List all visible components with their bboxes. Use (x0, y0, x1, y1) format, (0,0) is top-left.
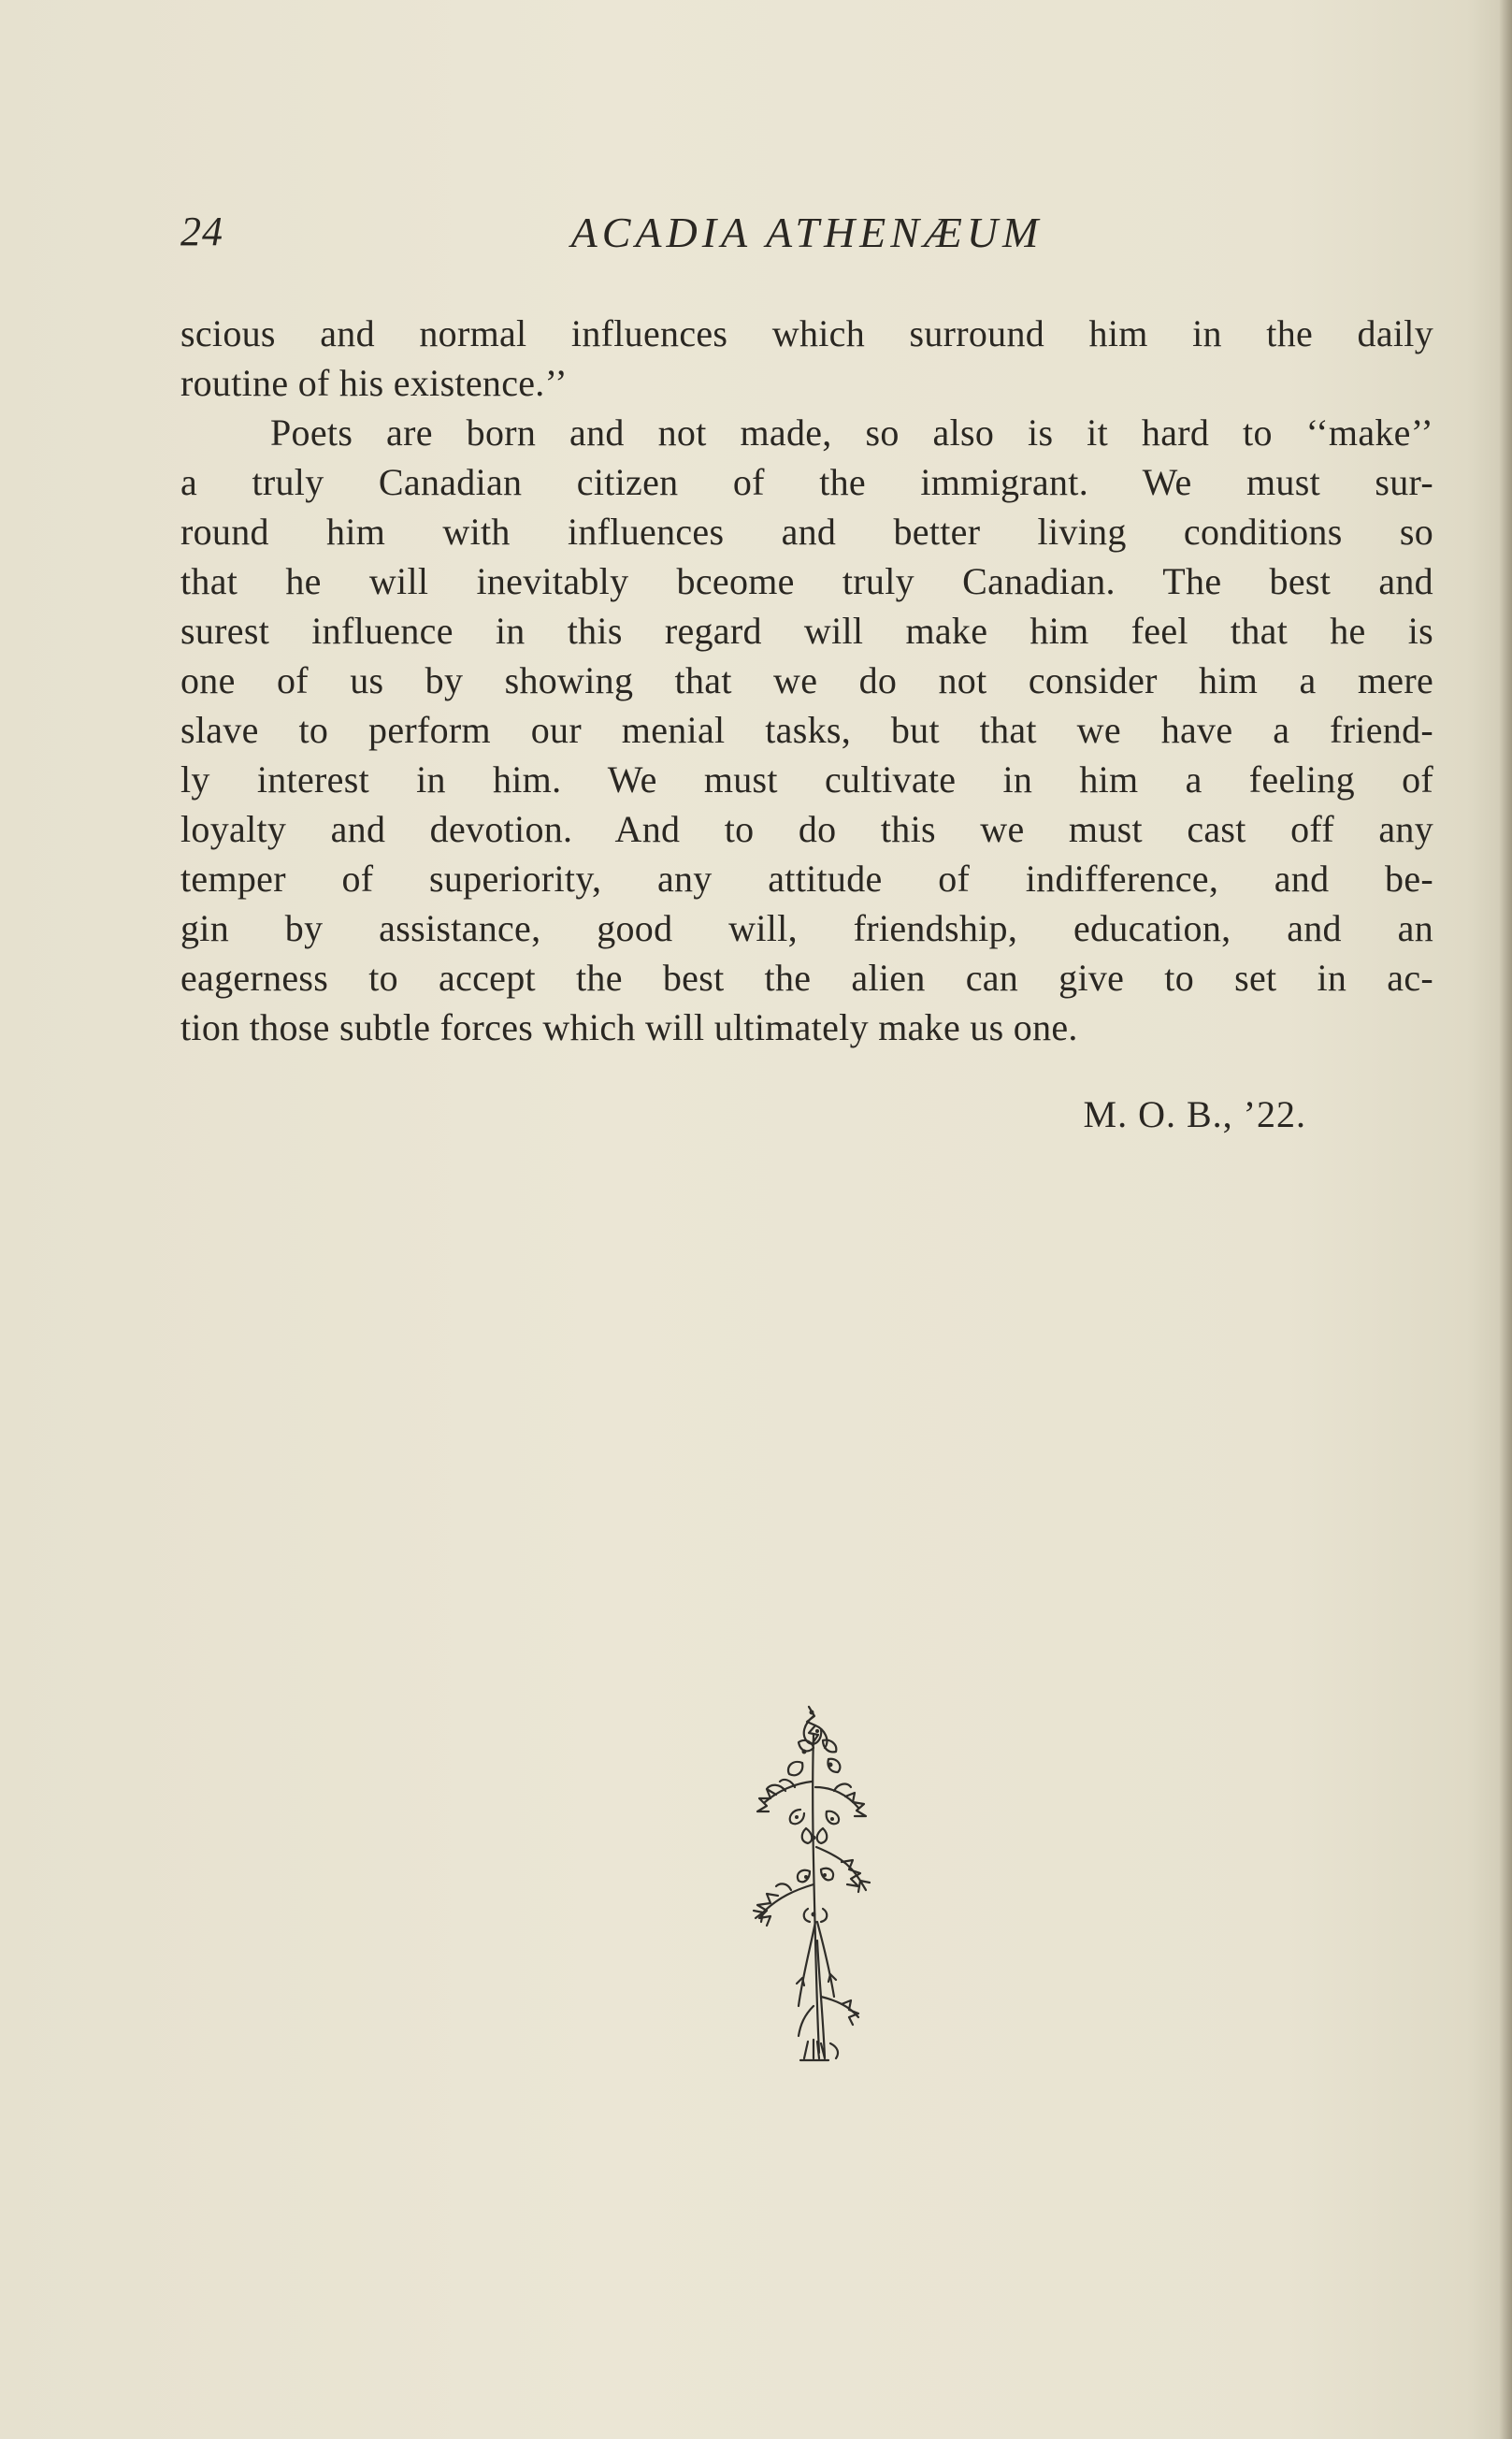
text-line: loyalty and devotion. And to do this we must cast off any (180, 808, 1433, 850)
text-line: ly interest in him. We must cultivate in him a feeling of (180, 758, 1433, 801)
text-line: one of us by showing that we do not consider him a mere (180, 659, 1433, 701)
article-body (180, 309, 1433, 1052)
page-number: 24 (180, 209, 223, 254)
text-line: routine of his existence.’’ (180, 362, 568, 404)
text-line: Poets are born and not made, so also is it hard to ‘‘make’’ (270, 411, 1433, 454)
text-line: surest influence in this regard will make him feel that he is (180, 610, 1433, 652)
journal-title: ACADIA ATHENÆUM (570, 209, 1044, 256)
page-edge-shadow (1499, 0, 1512, 2439)
text-line: tion those subtle forces which will ultimately make us one. (180, 1006, 1078, 1048)
text-line: a truly Canadian citizen of the immigrant. We must sur- (180, 461, 1433, 503)
running-head (180, 208, 1433, 264)
author-signature: M. O. B., ’22. (1083, 1093, 1306, 1135)
text-line: gin by assistance, good will, friendship, education, and an (180, 907, 1433, 949)
text-line: eagerness to accept the best the alien can give to set in ac- (180, 957, 1433, 999)
text-line: scious and normal influences which surround him in the daily (180, 312, 1433, 354)
text-line: temper of superiority, any attitude of indifference, and be- (180, 858, 1433, 900)
text-line: slave to perform our menial tasks, but that we have a friend- (180, 709, 1433, 751)
text-line: that he will inevitably bceome truly Canadian. The best and (180, 560, 1433, 602)
flower-sprig-icon (720, 1697, 907, 2090)
text-line: round him with influences and better living conditions so (180, 511, 1433, 553)
